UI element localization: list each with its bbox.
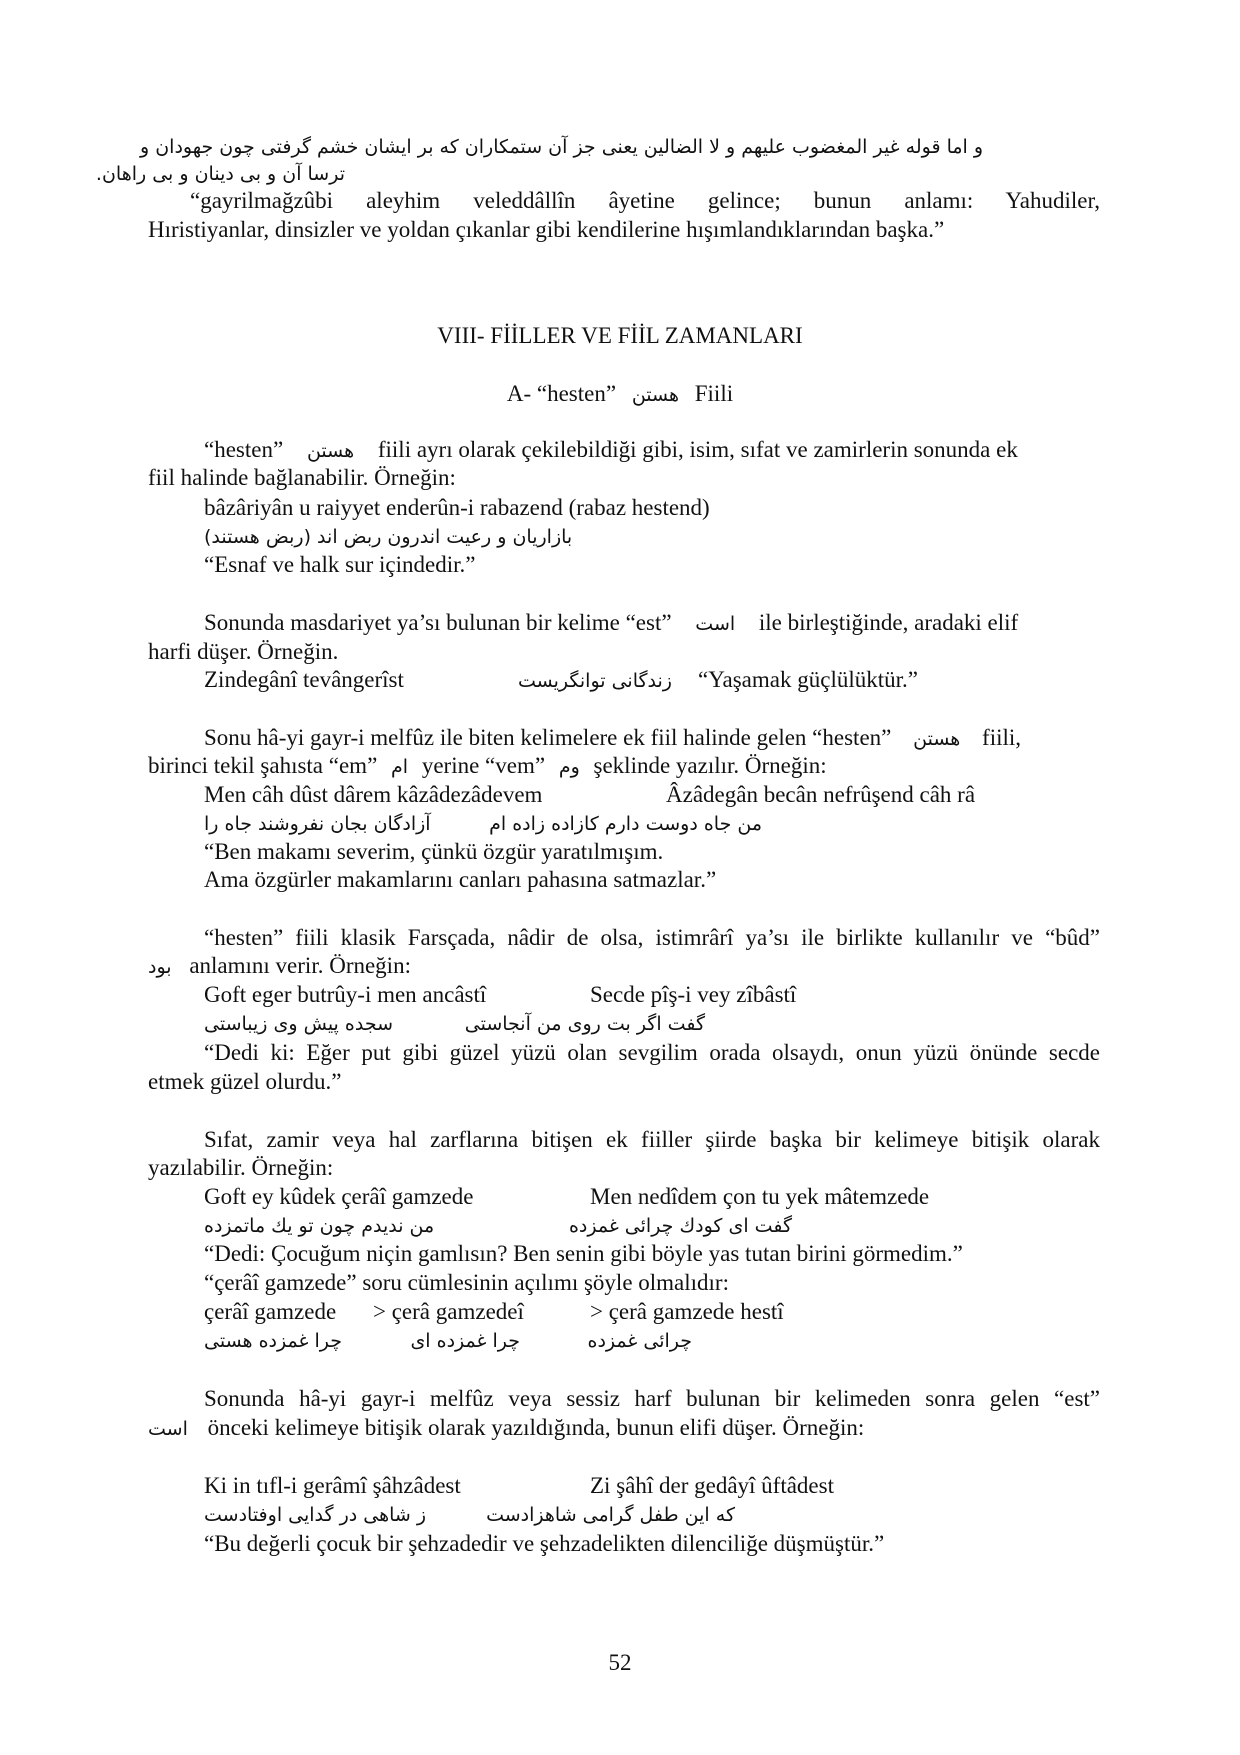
p6-est-persian: است	[148, 1418, 188, 1440]
arabic-quote-line-2: ترسا آن و بى دينان و بى راهان.	[95, 163, 345, 185]
p3-line-6: Ama özgürler makamlarını canları pahasına satmazlar.”	[204, 867, 717, 892]
p3-line-2-text-c: şeklinde yazılır. Örneğin:	[593, 753, 827, 778]
p1-line-1-text: fiili ayrı olarak çekilebildiği gibi, isim, sıfat ve zamirlerin sonunda ek	[377, 437, 1018, 462]
p4-line-6: etmek güzel olurdu.”	[148, 1069, 342, 1094]
p2-line-1-text-a: Sonunda masdariyet ya’sı bulunan bir kelime “est”	[204, 610, 672, 635]
p3-line-2-text-b: yerine “vem”	[421, 753, 546, 778]
p1-hesten-persian: هستن	[306, 440, 355, 462]
p4-line-2-text: anlamını verir. Örneğin:	[189, 953, 411, 978]
p5-line-4-persian-a: گفت اى كودك چرائى غمزده	[568, 1215, 792, 1237]
p5-line-1: Sıfat, zamir veya hal zarflarına bitişen ek fiiller şiirde başka bir kelimeye bitişik olarak	[204, 1127, 1100, 1152]
p2-line-3-a: Zindegânî tevângerîst	[204, 667, 404, 692]
p3-line-4-persian-b: آزادگان بجان نفروشند جاه را	[204, 813, 431, 835]
arabic-quote-line-1: و اما قوله غير المغضوب عليهم و لا الضالين يعنى جز آن ستمكاران كه بر ايشان خشم گرفتى چون جهودان و	[140, 136, 984, 158]
p5-line-3-b: Men nedîdem çon tu yek mâtemzede	[590, 1184, 930, 1209]
p5-line-5: “Dedi: Çocuğum niçin gamlısın? Ben senin gibi böyle yas tutan birini görmedim.”	[204, 1241, 963, 1266]
p6-line-5: “Bu değerli çocuk bir şehzadedir ve şehzadelikten dilenciliğe düşmüştür.”	[204, 1531, 885, 1556]
p1-hesten: “hesten”	[204, 437, 284, 462]
p3-line-1-text-b: fiili,	[982, 725, 1022, 750]
subsection-title-b: Fiili	[694, 381, 734, 406]
p3-vem-persian: وم	[558, 756, 580, 778]
p2-est-persian: است	[695, 613, 736, 635]
p6-line-4-persian-a: كه اين طفل گرامى شاهزادست	[486, 1504, 735, 1526]
p1-line-4-persian: بازاريان و رعيت اندرون ربض اند (ربض هستند)	[204, 526, 573, 548]
p3-em-persian: ام	[391, 756, 409, 778]
p4-line-4-persian-b: سجده پيش وى زيباستى	[204, 1013, 393, 1035]
p6-line-3-b: Zi şâhî der gedâyî ûftâdest	[590, 1473, 834, 1498]
p5-line-7-a: çerâî gamzede	[204, 1299, 337, 1324]
p6-line-1: Sonunda hâ-yi gayr-i melfûz veya sessiz harf bulunan bir kelimeden sonra gelen “est”	[204, 1386, 1100, 1411]
p3-hesten-persian: هستن	[913, 728, 961, 750]
p3-line-2	[148, 752, 827, 781]
p2-line-3-b: “Yaşamak güçlülüktür.”	[698, 667, 918, 692]
p4-line-5: “Dedi ki: Eğer put gibi güzel yüzü olan sevgilim orada olsaydı, onun yüzü önünde secde	[204, 1040, 1100, 1065]
p1-line-3: bâzâriyân u raiyyet enderûn-i rabazend (rabaz hestend)	[204, 495, 710, 520]
p3-line-3-b: Âzâdegân becân nefrûşend câh râ	[666, 782, 976, 807]
p3-line-3-a: Men câh dûst dârem kâzâdezâdevem	[204, 782, 543, 807]
p6-line-3-a: Ki in tıfl-i gerâmî şâhzâdest	[204, 1473, 461, 1498]
p4-line-3-a: Goft eger butrûy-i men ancâstî	[204, 982, 487, 1007]
p5-line-2: yazılabilir. Örneğin:	[148, 1155, 334, 1180]
p3-line-4-persian-a: من جاه دوست دارم كازاده زاده ام	[489, 813, 762, 835]
subsection-title-persian: هستن	[631, 384, 679, 406]
subsection-title	[0, 380, 1240, 409]
p1-line-5: “Esnaf ve halk sur içindedir.”	[204, 552, 476, 577]
subsection-title-a: A- “hesten”	[506, 381, 617, 406]
p5-line-3-a: Goft ey kûdek çerâî gamzede	[204, 1184, 474, 1209]
p5-line-4-persian-b: من نديدم چون تو يك ماتمزده	[204, 1215, 435, 1237]
p5-line-8-persian-b: چرا غمزده اى	[410, 1330, 520, 1352]
p4-line-1: “hesten” fiili klasik Farsçada, nâdir de olsa, istimrârî ya’sı ile birlikte kullanılır ve “bûd”	[204, 925, 1100, 950]
p5-line-8-persian-a: چرائى غمزده	[587, 1330, 692, 1352]
p3-line-1-text-a: Sonu hâ-yi gayr-i melfûz ile biten kelimelere ek fiil halinde gelen “hesten”	[204, 725, 892, 750]
p2-line-2: harfi düşer. Örneğin.	[148, 639, 339, 664]
p6-line-4-persian-b: ز شاهى در گدايى اوفتادست	[204, 1504, 427, 1526]
p2-line-1-text-b: ile birleştiğinde, aradaki elif	[758, 610, 1019, 635]
p4-line-3-b: Secde pîş-i vey zîbâstî	[590, 982, 797, 1007]
section-title: VIII- FİİLLER VE FİİL ZAMANLARI	[437, 323, 803, 348]
p3-line-1	[204, 724, 1021, 753]
p4-line-2	[148, 952, 411, 981]
p5-line-7-c: > çerâ gamzede hestî	[590, 1299, 784, 1324]
p3-line-5: “Ben makamı severim, çünkü özgür yaratılmışım.	[204, 839, 664, 864]
translation-line-1: “gayrilmağzûbi aleyhim veleddâllîn âyetine gelince; bunun anlamı: Yahudiler,	[190, 188, 1100, 213]
p1-line-2: fiil halinde bağlanabilir. Örneğin:	[148, 465, 456, 490]
p1-line-1	[204, 436, 1018, 465]
p5-line-7-b: > çerâ gamzedeî	[373, 1299, 524, 1324]
p4-line-4-persian-a: گفت اگر بت روى من آنجاستى	[464, 1013, 705, 1035]
p2-line-3-persian: زندگانى توانگريست	[518, 670, 672, 692]
p6-line-2-text: önceki kelimeye bitişik olarak yazıldığında, bunun elifi düşer. Örneğin:	[207, 1415, 865, 1440]
page-number: 52	[608, 1650, 632, 1675]
p4-bud-persian: بود	[148, 956, 172, 978]
p2-line-1	[204, 609, 1018, 638]
translation-line-2: Hıristiyanlar, dinsizler ve yoldan çıkanlar gibi kendilerine hışımlandıklarından başka.”	[148, 217, 945, 242]
p5-line-8-persian-c: چرا غمزده هستى	[204, 1330, 342, 1352]
p3-line-2-text-a: birinci tekil şahısta “em”	[148, 753, 378, 778]
p5-line-6: “çerâî gamzede” soru cümlesinin açılımı şöyle olmalıdır:	[204, 1270, 729, 1295]
p6-line-2	[148, 1414, 864, 1443]
